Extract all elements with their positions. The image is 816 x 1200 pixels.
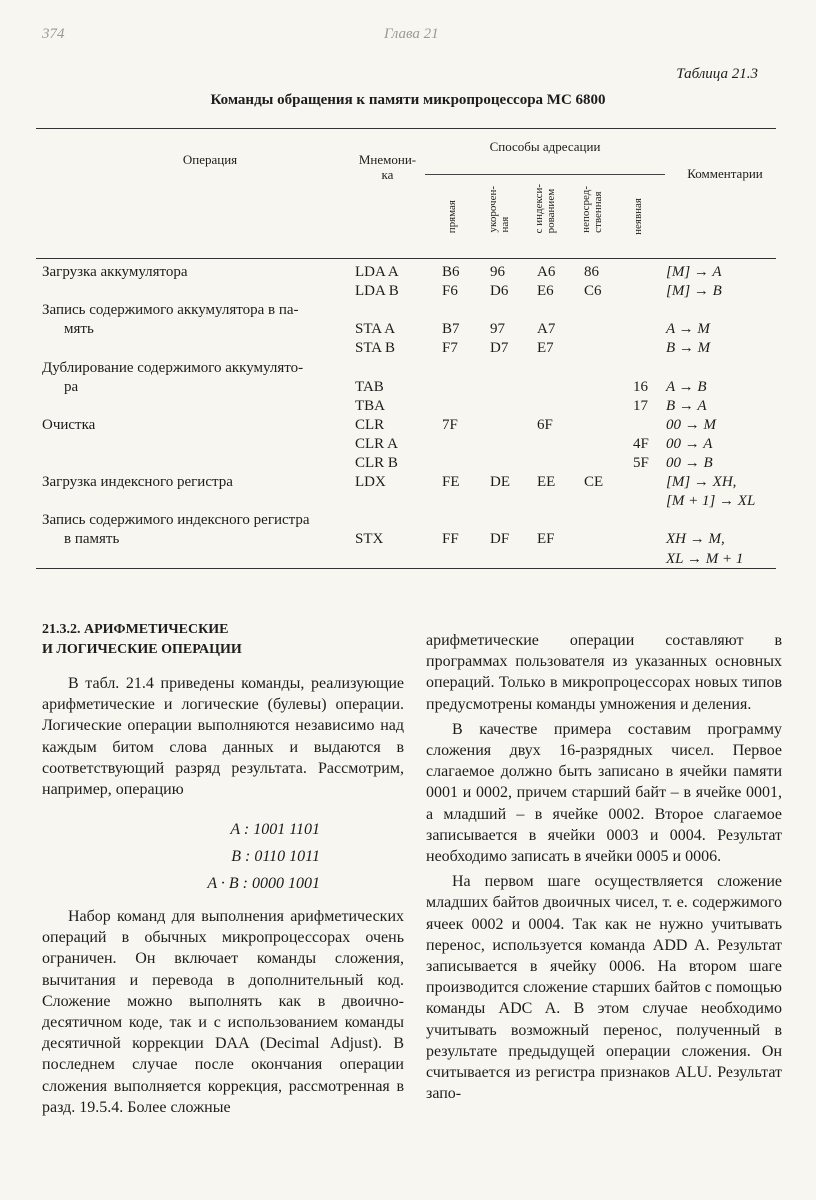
header-mode-immediate-line1: непосред- bbox=[580, 186, 592, 233]
section-title-line1: АРИФМЕТИЧЕСКИЕ bbox=[84, 622, 229, 637]
mnemonic-cell: TBA bbox=[355, 397, 385, 414]
mnemonic-cell: TAB bbox=[355, 378, 384, 395]
index-code-cell: 6F bbox=[537, 416, 553, 433]
table-row bbox=[0, 339, 816, 358]
table-row bbox=[0, 397, 816, 416]
comment-cell: [M] → A bbox=[666, 264, 722, 280]
table-row bbox=[0, 301, 816, 320]
implied-code-cell: 16 bbox=[633, 378, 648, 395]
implied-code-cell: 4F bbox=[633, 435, 649, 452]
running-head: Глава 21 bbox=[384, 26, 439, 42]
header-mode-short-line2: ная bbox=[499, 216, 511, 233]
implied-code-cell: 17 bbox=[633, 397, 648, 414]
header-mode-index-line1: с индекси- bbox=[533, 184, 545, 234]
comment-cell: A → B bbox=[666, 378, 707, 395]
header-mode-index-line2: рованием bbox=[545, 188, 557, 234]
mnemonic-cell: LDA B bbox=[355, 283, 399, 300]
header-mnemonic bbox=[340, 152, 435, 182]
table-row bbox=[0, 530, 816, 549]
header-mode-immediate-line2: ственная bbox=[592, 191, 604, 233]
header-operation: Операция bbox=[182, 152, 238, 167]
index-code-cell: EF bbox=[537, 531, 555, 548]
direct-code-cell: B7 bbox=[442, 321, 460, 338]
short-code-cell: 97 bbox=[490, 321, 505, 338]
table-caption: Таблица 21.3 bbox=[676, 66, 758, 82]
comment-cell: 00 → M bbox=[666, 416, 716, 433]
index-code-cell: E7 bbox=[537, 340, 554, 357]
operation-cell: Очистка bbox=[42, 416, 96, 433]
table-row bbox=[0, 473, 816, 492]
table-row bbox=[0, 320, 816, 339]
immediate-code-cell: CE bbox=[584, 474, 604, 491]
immediate-code-cell: C6 bbox=[584, 283, 602, 300]
operation-cell: Запись содержимого индексного регистра bbox=[42, 512, 310, 529]
operation-cell: Дублирование содержимого аккумулято- bbox=[42, 359, 304, 376]
header-mode-immediate bbox=[580, 186, 604, 233]
table-row bbox=[0, 550, 816, 569]
comment-cell: [M] → XH, bbox=[666, 474, 737, 491]
mnemonic-cell: STX bbox=[355, 531, 384, 548]
header-addressing-modes: Способы адресации bbox=[489, 139, 601, 154]
comment-cell: [M] → B bbox=[666, 283, 722, 300]
direct-code-cell: 7F bbox=[442, 416, 458, 433]
right-paragraph-3: На первом шаге осуществляется сложение младших байтов двоичных чисел, т. е. содержимого ячеек 0002 и 0004. Так как не нужно учитывать перенос, используется команда ADD A. Результат записывается в ячейку 0006. На втором шаге производится сложение старших байтов с помощью команды ADC A. В этом случае необходимо учитывать возможный перенос, полученный в результате предыдущей операции сложения. Он считывается из регистра признаков ALU. Результат запо- bbox=[426, 873, 782, 1103]
header-comments: Комментарии bbox=[687, 166, 763, 181]
table-row bbox=[0, 416, 816, 435]
operation-cell: ра bbox=[64, 378, 79, 395]
comment-cell: XL → M + 1 bbox=[666, 550, 744, 567]
section-number: 21.3.2. bbox=[42, 622, 81, 637]
index-code-cell: EE bbox=[537, 474, 556, 491]
comment-cell: B → A bbox=[666, 397, 707, 414]
direct-code-cell: FF bbox=[442, 531, 459, 548]
page-number: 374 bbox=[42, 26, 65, 42]
table-top-rule bbox=[36, 128, 776, 129]
comment-cell: XH → M, bbox=[666, 531, 725, 548]
right-column bbox=[426, 630, 782, 1104]
mnemonic-cell: STA A bbox=[355, 321, 396, 338]
table-row bbox=[0, 454, 816, 473]
section-title-line2: И ЛОГИЧЕСКИЕ ОПЕРАЦИИ bbox=[42, 642, 242, 657]
table-row bbox=[0, 435, 816, 454]
comment-cell: 00 → B bbox=[666, 455, 713, 471]
short-code-cell: D6 bbox=[490, 283, 509, 300]
table-row bbox=[0, 511, 816, 530]
short-code-cell: DF bbox=[490, 531, 510, 548]
left-column-p2 bbox=[42, 906, 404, 1118]
left-paragraph-1: В табл. 21.4 приведены команды, реализующие арифметические и логические (булевы) операции. Логические операции выполняются независимо над каждым битом слова данных и выдаются в соответствующий разряд результата. Рассмотрим, например, операцию bbox=[42, 675, 404, 799]
mnemonic-cell: CLR B bbox=[355, 455, 398, 471]
table-row bbox=[0, 282, 816, 301]
direct-code-cell: B6 bbox=[442, 264, 460, 280]
operation-cell: Загрузка аккумулятора bbox=[42, 264, 188, 280]
operation-cell: мять bbox=[64, 321, 94, 338]
right-paragraph-1: арифметические операции составляют в программах пользователя из указанных основных операций. Только в микропроцессорах новых типов предусмотрены команды умножения и деления. bbox=[426, 632, 782, 713]
left-column-p1 bbox=[42, 673, 404, 800]
immediate-code-cell: 86 bbox=[584, 264, 599, 280]
header-mnemonic-line1: Мнемони- bbox=[358, 152, 417, 167]
operation-cell: Загрузка индексного регистра bbox=[42, 474, 233, 491]
direct-code-cell: F6 bbox=[442, 283, 458, 300]
operation-cell: Запись содержимого аккумулятора в па- bbox=[42, 302, 299, 319]
header-mode-implied: неявная bbox=[632, 198, 644, 235]
index-code-cell: A7 bbox=[537, 321, 556, 338]
left-paragraph-2: Набор команд для выполнения арифметических операций в обычных микропроцессорах очень ограничен. Он включает команды сложения, вычитания и перевода в дополнительный код. Сложение можно выполнять как в двоично-десятичном коде, так и с использованием команды десятичной коррекции DAA (Decimal Adjust). В последнем случае после окончания операции сложения выполняется коррекция, рассмотренная в разд. 19.5.4. Более сложные bbox=[42, 908, 404, 1116]
table-row bbox=[0, 263, 816, 282]
header-mnemonic-line2: ка bbox=[381, 167, 394, 182]
mnemonic-cell: CLR A bbox=[355, 435, 398, 452]
operation-cell: в память bbox=[64, 531, 120, 548]
mnemonic-cell: CLR bbox=[355, 416, 385, 433]
right-paragraph-2: В качестве примера составим программу сложения двух 16-разрядных чисел. Первое слагаемое должно быть записано в ячейки памяти 0001 и 0002, причем старший байт – в ячейке 0001, а младший – в ячейке 0002. Второе слагаемое записывается в ячейки 0003 и 0004. Результат необходимо записать в ячейки 0005 и 0006. bbox=[426, 720, 782, 866]
mnemonic-cell: LDA A bbox=[355, 264, 399, 280]
comment-cell: A → M bbox=[666, 321, 710, 338]
equations bbox=[140, 816, 320, 897]
direct-code-cell: FE bbox=[442, 474, 460, 491]
modes-rule bbox=[425, 174, 665, 175]
comment-cell: B → M bbox=[666, 340, 711, 357]
short-code-cell: D7 bbox=[490, 340, 509, 357]
header-mode-short-line1: укорочен- bbox=[487, 186, 499, 233]
equation-a: A : 1001 1101 bbox=[230, 821, 320, 838]
comment-cell: 00 → A bbox=[666, 435, 713, 452]
table-row bbox=[0, 492, 816, 511]
table-header-rule bbox=[36, 258, 776, 259]
header-mode-direct: прямая bbox=[446, 200, 458, 234]
equation-b: B : 0110 1011 bbox=[231, 848, 320, 865]
table-row bbox=[0, 378, 816, 397]
index-code-cell: E6 bbox=[537, 283, 554, 300]
short-code-cell: DE bbox=[490, 474, 510, 491]
mnemonic-cell: LDX bbox=[355, 474, 386, 491]
index-code-cell: A6 bbox=[537, 264, 556, 280]
short-code-cell: 96 bbox=[490, 264, 505, 280]
implied-code-cell: 5F bbox=[633, 455, 649, 471]
header-mode-index bbox=[533, 184, 557, 233]
table-row bbox=[0, 359, 816, 378]
table-title: Команды обращения к памяти микропроцессора МС 6800 bbox=[210, 92, 606, 108]
comment-cell: [M + 1] → XL bbox=[666, 493, 756, 510]
direct-code-cell: F7 bbox=[442, 340, 458, 357]
section-heading bbox=[42, 620, 242, 660]
mnemonic-cell: STA B bbox=[355, 340, 396, 357]
equation-ab: A · B : 0000 1001 bbox=[207, 875, 320, 892]
header-mode-short bbox=[487, 186, 511, 232]
